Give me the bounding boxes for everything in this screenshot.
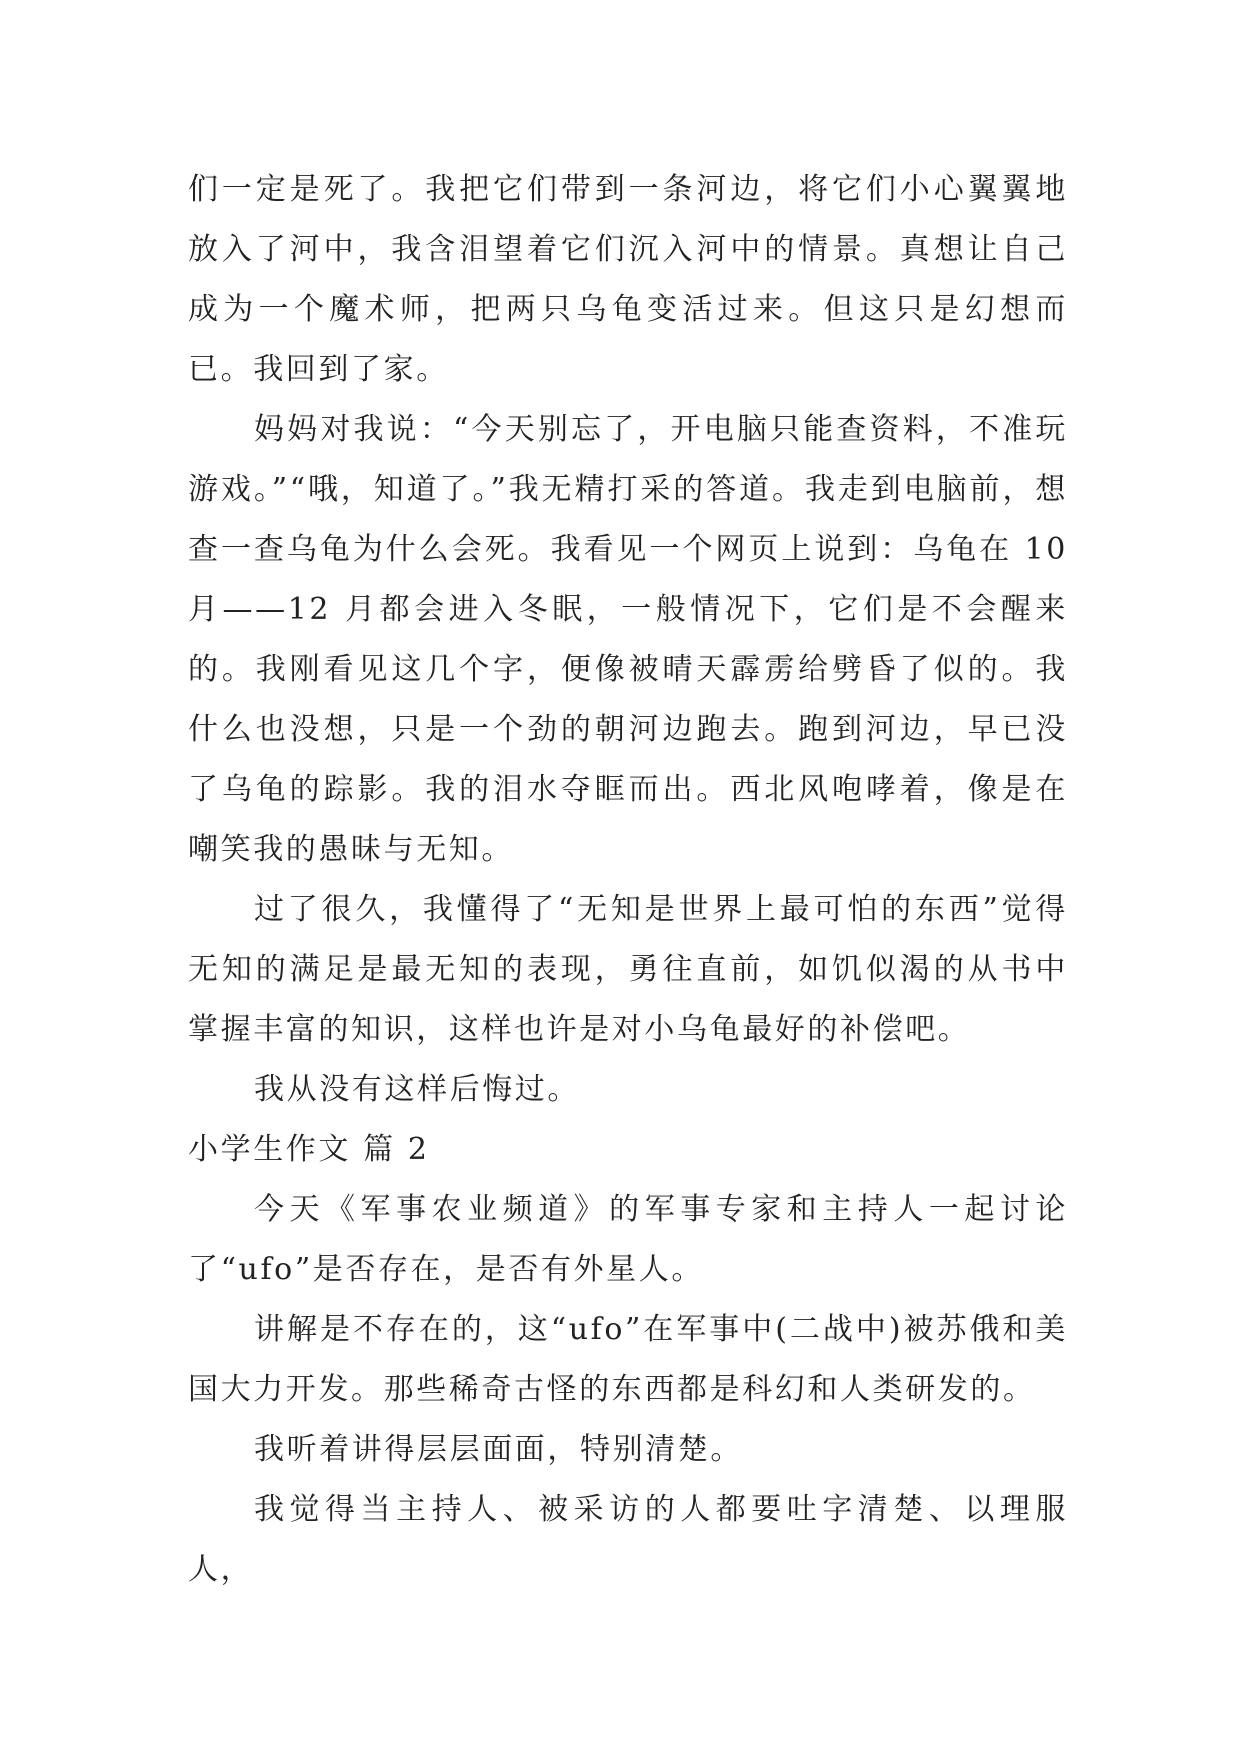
section-heading: 小学生作文 篇 2	[188, 1132, 430, 1167]
paragraph-6: 讲解是不存在的，这“ufo”在军事中(二战中)被苏俄和美国大力开发。那些稀奇古怪的东西都是科幻和人类研发的。	[188, 1312, 1068, 1407]
paragraph-7: 我听着讲得层层面面，特别清楚。	[254, 1432, 743, 1467]
paragraph-8: 我觉得当主持人、被采访的人都要吐字清楚、以理服人，	[188, 1492, 1068, 1587]
paragraph-5: 今天《军事农业频道》的军事专家和主持人一起讨论了“ufo”是否存在，是否有外星人。	[188, 1192, 1068, 1287]
paragraph-4: 我从没有这样后悔过。	[254, 1072, 580, 1107]
paragraph-2: 妈妈对我说：“今天别忘了，开电脑只能查资料，不准玩游戏。”“哦，知道了。”我无精打采的答道。我走到电脑前，想查一查乌龟为什么会死。我看见一个网页上说到：乌龟在 10 月——12 月都会进入冬眠，一般情况下，它们是不会醒来的。我刚看见这几个字，便像被晴天霹雳给劈昏了似的。我什么也没想，只是一个劲的朝河边跑去。跑到河边，早已没了乌龟的踪影。我的泪水夺眶而出。西北风咆哮着，像是在嘲笑我的愚昧与无知。	[188, 412, 1068, 867]
paragraph-1: 们一定是死了。我把它们带到一条河边，将它们小心翼翼地放入了河中，我含泪望着它们沉入河中的情景。真想让自己成为一个魔术师，把两只乌龟变活过来。但这只是幻想而已。我回到了家。	[188, 172, 1068, 387]
document-body	[188, 160, 1068, 1600]
paragraph-3: 过了很久，我懂得了“无知是世界上最可怕的东西”觉得无知的满足是最无知的表现，勇往直前，如饥似渴的从书中掌握丰富的知识，这样也许是对小乌龟最好的补偿吧。	[188, 892, 1068, 1047]
